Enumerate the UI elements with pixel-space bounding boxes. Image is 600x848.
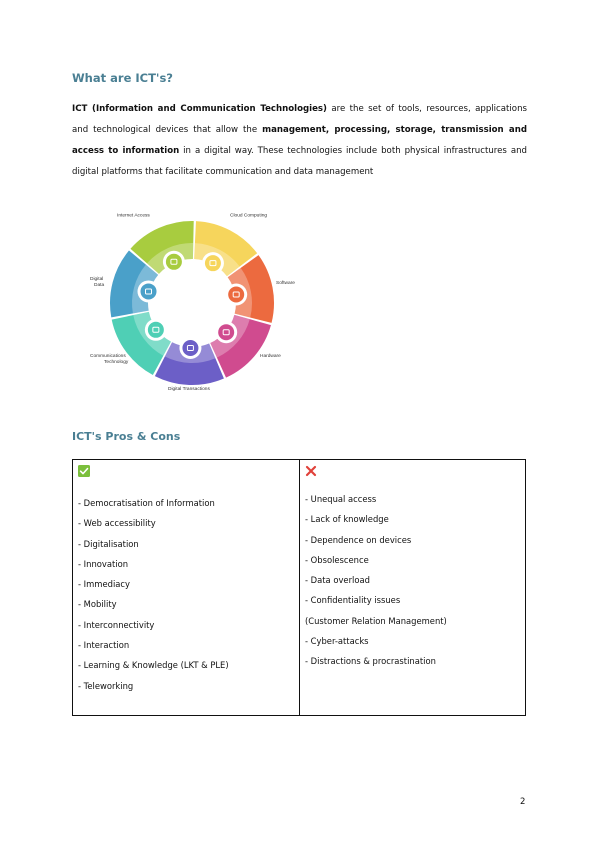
cons-item: - Distractions & procrastination [305, 656, 436, 667]
cons-column [300, 460, 525, 715]
label-data: Data [94, 283, 105, 288]
page-number: 2 [520, 797, 526, 807]
shopping-bag-icon [179, 337, 201, 359]
intro-text-2: in a digital way. These technologies include both physical infrastructures and digital platforms that facilitate communication and data management [72, 146, 527, 177]
cross-mark-icon [305, 465, 317, 477]
label-technology: Technology [104, 360, 129, 365]
pros-list [78, 493, 229, 696]
pros-item: - Digitalisation [78, 538, 139, 549]
wifi-icon [163, 251, 185, 273]
pros-item: - Innovation [78, 558, 129, 569]
pros-item: - Immediacy [78, 579, 130, 590]
cons-item: - Obsolescence [305, 554, 369, 565]
cloud-icon [202, 252, 224, 274]
chat-icon [145, 319, 167, 341]
intro-paragraph [72, 99, 527, 183]
document-icon [215, 321, 237, 343]
pros-item: - Mobility [78, 599, 117, 610]
cons-item: - Data overload [305, 575, 370, 586]
cons-item: - Lack of knowledge [305, 514, 389, 525]
diagram-ring [110, 221, 274, 385]
cons-item: - Cyber-attacks [305, 636, 369, 647]
label-cloud-computing: Cloud Computing [230, 213, 268, 219]
network-icon [138, 280, 160, 302]
cons-list [305, 489, 447, 672]
pros-item: - Interconnectivity [78, 619, 155, 630]
label-communications: Communications [90, 354, 126, 359]
label-digital-transactions: Digital Transactions [168, 387, 210, 392]
heading-what-are-icts: What are ICT's? [72, 71, 173, 85]
cons-item: - Unequal access [305, 494, 377, 504]
label-digital: Digital [90, 277, 104, 282]
pros-column [73, 460, 300, 715]
intro-bold-management: management, processing, storage, transmission and access to information [72, 125, 527, 156]
pros-cons-table [72, 459, 526, 716]
intro-text-1: are the set of tools, resources, applications and technological devices that allow the [72, 104, 527, 135]
pros-item: - Democratisation of Information [78, 498, 215, 508]
label-software: Software [276, 281, 295, 286]
label-internet-access: Internet Access [117, 213, 150, 219]
ict-components-diagram [80, 200, 310, 395]
cons-item: - Confidentiality issues [305, 595, 401, 606]
pros-item: - Learning & Knowledge (LKT & PLE) [78, 660, 229, 671]
pros-item: - Web accessibility [78, 518, 156, 529]
check-mark-icon [78, 465, 90, 477]
pros-item: - Teleworking [78, 680, 134, 691]
intro-bold-ict: ICT (Information and Communication Technologies) [72, 104, 327, 114]
label-hardware: Hardware [260, 354, 281, 359]
cons-item: - Dependence on devices [305, 534, 412, 545]
lock-icon [225, 284, 247, 306]
cons-item: (Customer Relation Management) [305, 615, 447, 626]
pros-item: - Interaction [78, 640, 130, 651]
heading-pros-cons: ICT's Pros & Cons [72, 430, 181, 443]
